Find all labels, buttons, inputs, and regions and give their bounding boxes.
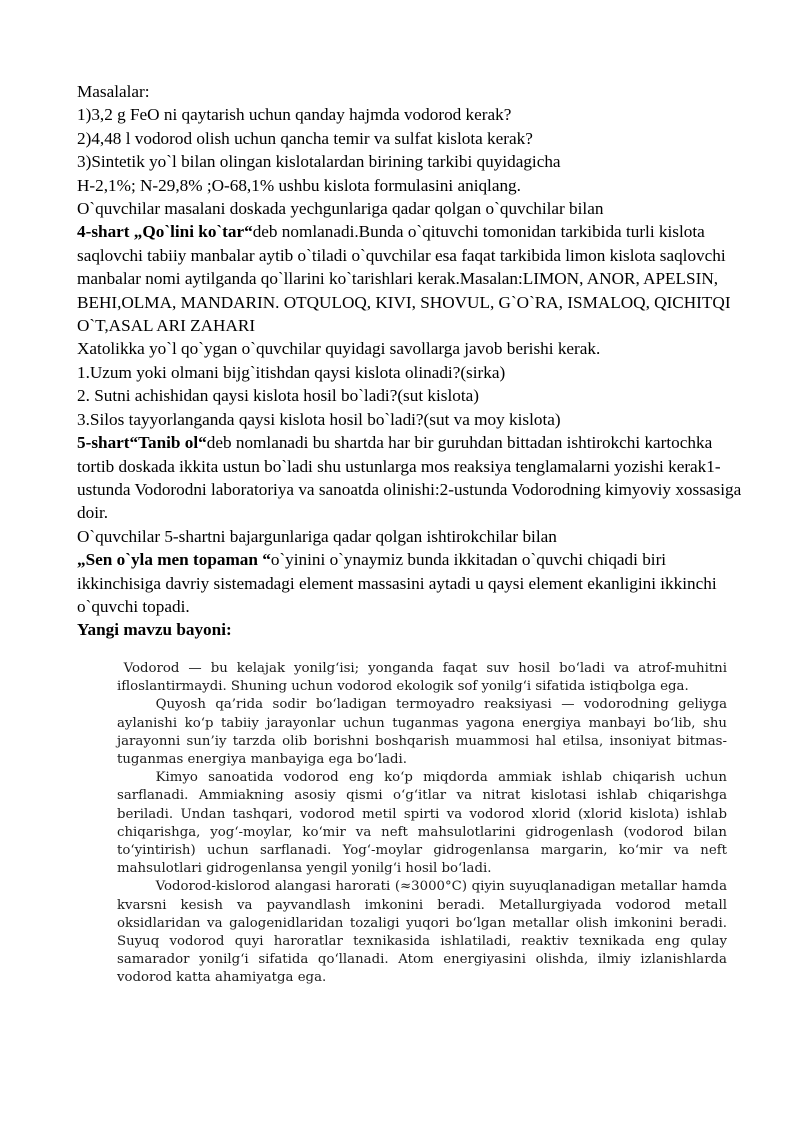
problem-2: 2)4,48 l vodorod olish uchun qancha temir va sulfat kislota kerak? <box>77 128 533 148</box>
game-6-text: o`yinini o`ynaymiz bunda ikkitadan o`quvchi chiqadi biri ikkinchisiga davriy sistemadagi element massasini aytadi u qaysi element ekanligini ikkinchi o`quvchi topadi. <box>77 550 717 616</box>
excerpt-paragraph-4: Vodorod-kislorod alangasi harorati (≈3000°C) qiyin suyuqlanadigan metallar hamda kvarsni kesish va payvandlash imkonini beradi. Metallurgiyada vodorod metall oksidlaridan va galogenidlaridan tozaligi yuqori bo‘lgan metallar olish imkonini beradi. Suyuq vodorod quyi haroratlar texnikasida ishlatiladi, reaktiv texnikada eng qulay samarador yonilg‘i sifatida qo‘llanadi. Atom energiyasini olishda, ilmiy izlanishlarda vodorod katta ahamiyatga ega. <box>117 879 727 986</box>
question-1: 1.Uzum yoki olmani bijg`itishdan qaysi kislota olinadi?(sirka) <box>77 362 506 382</box>
problem-3-composition: H-2,1%; N-29,8% ;O-68,1% ushbu kislota formulasini aniqlang. <box>77 175 521 195</box>
game-6-intro: O`quvchilar 5-shartni bajargunlariga qadar qolgan ishtirokchilar bilan <box>77 526 557 546</box>
game-4-paragraph <box>77 220 747 337</box>
game-6-title: „Sen o`yla men topaman “ <box>77 550 271 570</box>
game-4-text: deb nomlanadi.Bunda o`qituvchi tomonidan tarkibida turli kislota saqlovchi tabiiy manbalar aytib o`tiladi o`quvchilar esa faqat tarkibida limon kislota saqlovchi manbalar nomi aytilganda qo`llarini ko`tarishlari kerak.Masalan:LIMON, ANOR, APELSIN, BEHI,OLMA, MANDARIN. OTQULOQ, KIVI, SHOVUL, G`O`RA, ISMALOQ, QICHITQI O`T,ASAL ARI ZAHARI <box>77 222 731 336</box>
problem-1: 1)3,2 g FeO ni qaytarish uchun qanday hajmda vodorod kerak? <box>77 105 512 125</box>
game-4-title: 4-shart „Qo`lini ko`tar“ <box>77 222 253 242</box>
transition-line: O`quvchilar masalani doskada yechgunlariga qadar qolgan o`quvchilar bilan <box>77 199 604 219</box>
excerpt-paragraph-1: Vodorod — bu kelajak yonilg‘isi; yonganda faqat suv hosil bo‘ladi va atrof-muhitni ifloslantirmaydi. Shuning uchun vodorod ekologik sof yonilg‘i sifatida istiqbolga ega. <box>117 661 727 695</box>
game-5-text: deb nomlanadi bu shartda har bir guruhdan bittadan ishtirokchi kartochka tortib doskada ikkita ustun bo`ladi shu ustunlarga mos reaksiya tenglamalarni yozishi kerak1-ustunda Vodorodni laboratoriya va sanoatda olinishi:2-ustunda Vodorodning kimyoviy xossasiga doir. <box>77 433 742 523</box>
game-5-title: 5-shart“Tanib ol“ <box>77 433 207 453</box>
question-3: 3.Silos tayyorlanganda qaysi kislota hosil bo`ladi?(sut va moy kislota) <box>77 409 561 429</box>
game-6-paragraph <box>77 548 747 618</box>
new-topic-heading: Yangi mavzu bayoni: <box>77 620 232 640</box>
excerpt-paragraph-3: Kimyo sanoatida vodorod eng ko‘p miqdorda ammiak ishlab chiqarish uchun sarflanadi. Ammiakning asosiy qismi o‘g‘itlar va nitrat kislotasi ishlab chiqarishga beriladi. Undan tashqari, vodorod metil spirti va vodorod xlorid (xlorid kislota) ishlab chiqarishga, yog‘-moylar, ko‘mir va neft mahsulotlarini gidrogenlash (vodorod bilan to‘yintirish) uchun sarflanadi. Yog‘-moylar gidrogenlansa margarin, ko‘mir va neft mahsulotlari gidrogenlansa yengil yonilg‘i hosil bo‘ladi. <box>117 770 727 877</box>
lesson-text <box>77 80 747 642</box>
textbook-excerpt <box>117 660 727 988</box>
problem-3: 3)Sintetik yo`l bilan olingan kislotalardan birining tarkibi quyidagicha <box>77 152 561 172</box>
section-title: Masalalar: <box>77 82 150 101</box>
excerpt-paragraph-2: Quyosh qa’rida sodir bo‘ladigan termoyadro reaksiyasi — vodorodning geliyga aylanishi ko‘p tabiiy jarayonlar uchun tuganmas yagona energiya manbayi bo‘lib, shu jarayonni sun’iy tarzda olib borishni boshqarish muammosi hal etilsa, insoniyat bitmas-tuganmas energiya manbayiga ega bo‘ladi. <box>117 697 727 768</box>
game-5-paragraph <box>77 431 747 525</box>
mistakes-intro: Xatolikka yo`l qo`ygan o`quvchilar quyidagi savollarga javob berishi kerak. <box>77 339 601 359</box>
question-2: 2. Sutni achishidan qaysi kislota hosil bo`ladi?(sut kislota) <box>77 386 479 406</box>
